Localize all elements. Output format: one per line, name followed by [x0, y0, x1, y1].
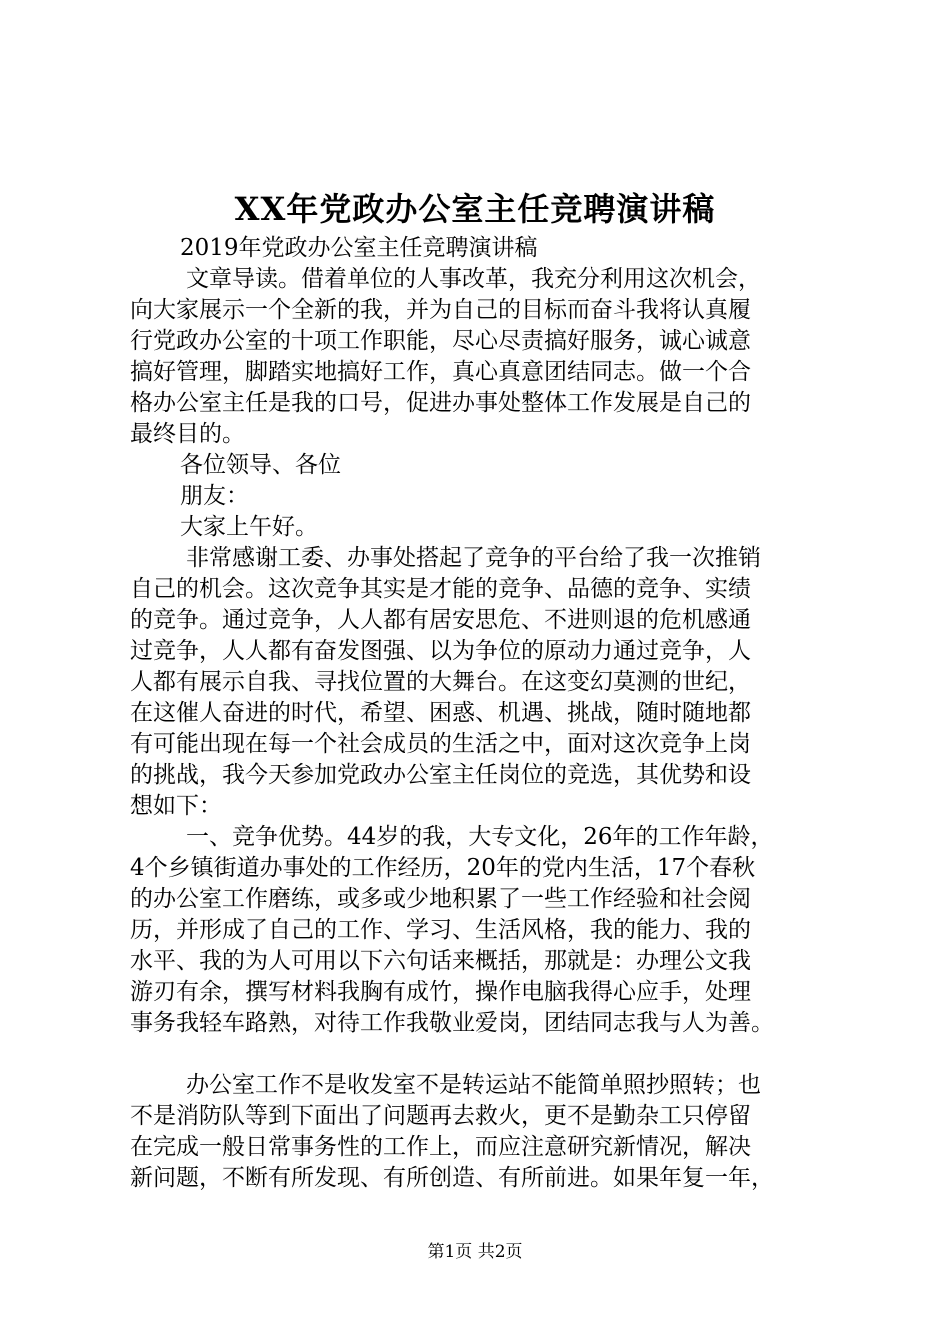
text-line: 历，并形成了自己的工作、学习、生活风格，我的能力、我的 [130, 917, 751, 943]
text-line: 朋友： [180, 483, 249, 509]
text-line: 水平、我的为人可用以下六句话来概括，那就是：办理公文我 [130, 948, 751, 974]
text-line: 在完成一般日常事务性的工作上，而应注意研究新情况，解决 [130, 1134, 751, 1160]
document-title: XX年党政办公室主任竞聘演讲稿 [234, 190, 716, 228]
text-line: 游刃有余，撰写材料我胸有成竹，操作电脑我得心应手，处理 [130, 979, 751, 1005]
text-line: 不是消防队等到下面出了问题再去救火，更不是勤杂工只停留 [130, 1103, 751, 1129]
text-line: 文章导读。借着单位的人事改革，我充分利用这次机会， [186, 266, 761, 292]
text-line: 大家上午好。 [180, 514, 318, 540]
text-line: 一、竞争优势。44岁的我，大专文化，26年的工作年龄， [186, 824, 774, 850]
text-line: 向大家展示一个全新的我，并为自己的目标而奋斗我将认真履 [130, 297, 751, 323]
document-body [130, 233, 836, 1194]
text-line: 最终目的。 [130, 421, 245, 447]
text-line: 各位领导、各位 [180, 452, 341, 478]
text-line: 在这催人奋进的时代，希望、困惑、机遇、挑战，随时随地都 [130, 700, 751, 726]
text-line: 新问题，不断有所发现、有所创造、有所前进。如果年复一年， [130, 1165, 774, 1191]
text-line: 有可能出现在每一个社会成员的生活之中，面对这次竞争上岗 [130, 731, 751, 757]
text-line: 人都有展示自我、寻找位置的大舞台。在这变幻莫测的世纪， [130, 669, 751, 695]
text-line: 过竞争，人人都有奋发图强、以为争位的原动力通过竞争，人 [130, 638, 751, 664]
text-line: 行党政办公室的十项工作职能，尽心尽责搞好服务，诚心诚意 [130, 328, 751, 354]
text-line: 的竞争。通过竞争，人人都有居安思危、不进则退的危机感通 [130, 607, 751, 633]
paragraph-gap [130, 1039, 836, 1070]
text-line: 办公室工作不是收发室不是转运站不能简单照抄照转；也 [186, 1072, 761, 1098]
text-line: 想如下： [130, 793, 222, 819]
text-line: 自己的机会。这次竞争其实是才能的竞争、品德的竞争、实绩 [130, 576, 751, 602]
text-line: 格办公室主任是我的口号，促进办事处整体工作发展是自己的 [130, 390, 751, 416]
text-line: 的挑战，我今天参加党政办公室主任岗位的竞选，其优势和设 [130, 762, 751, 788]
text-line: 的办公室工作磨练，或多或少地积累了一些工作经验和社会阅 [130, 886, 751, 912]
page-footer: 第1页 共2页 [427, 1242, 523, 1262]
text-line: 搞好管理，脚踏实地搞好工作，真心真意团结同志。做一个合 [130, 359, 751, 385]
text-line: 非常感谢工委、办事处搭起了竞争的平台给了我一次推销 [186, 545, 761, 571]
text-line: 4个乡镇街道办事处的工作经历，20年的党内生活，17个春秋 [130, 855, 756, 881]
subtitle-line: 2019年党政办公室主任竞聘演讲稿 [180, 235, 538, 261]
text-line: 事务我轻车路熟，对待工作我敬业爱岗，团结同志我与人为善。 [130, 1010, 774, 1036]
